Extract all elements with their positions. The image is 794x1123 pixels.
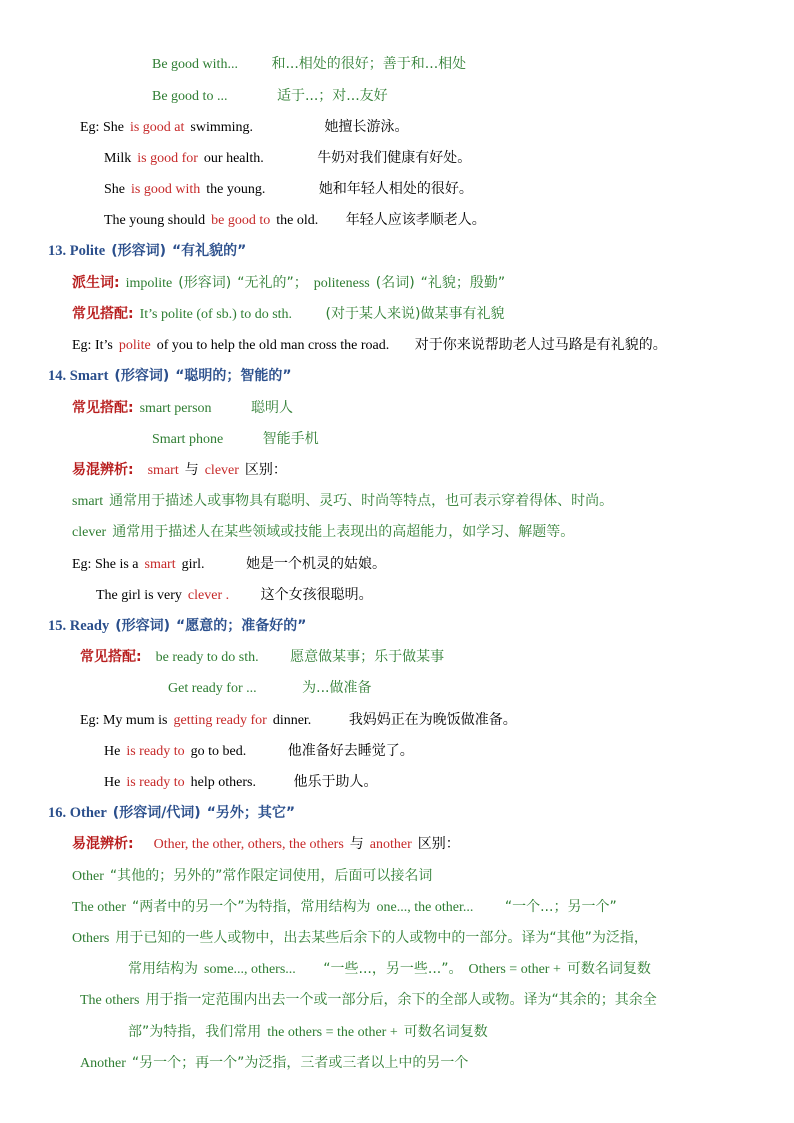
connector: 区别： bbox=[417, 836, 460, 852]
example-line bbox=[80, 711, 523, 730]
explanation-line bbox=[72, 867, 438, 886]
example-text: the young. bbox=[206, 182, 266, 197]
example-line bbox=[104, 742, 420, 761]
heading-meaning: “聪明的；智能的” bbox=[175, 368, 292, 384]
word: Other, the other, others, the others bbox=[153, 837, 344, 852]
section-heading-13 bbox=[48, 242, 252, 260]
translation: 聪明人 bbox=[251, 400, 294, 416]
heading-pos: (形容词) bbox=[115, 618, 171, 634]
phrase: Smart phone bbox=[152, 432, 224, 447]
pos: (名词) bbox=[375, 275, 415, 291]
connector: 与 bbox=[184, 462, 199, 478]
example-text: Eg: She is a bbox=[72, 557, 139, 572]
structure: one..., the other... bbox=[376, 900, 474, 915]
heading-pos: (形容词) bbox=[111, 243, 166, 259]
explanation-line bbox=[128, 1023, 494, 1042]
explanation: 用于已知的一些人或物中，出去某些后余下的人或物中的一部分。译为“其他”为泛指， bbox=[115, 930, 648, 946]
meaning: “一个...；另一个” bbox=[504, 899, 617, 915]
explanation-line bbox=[72, 929, 654, 948]
explanation: 常用结构为 bbox=[128, 961, 198, 977]
translation: 对于你来说帮助老人过马路是有礼貌的。 bbox=[414, 337, 667, 353]
word: Others bbox=[72, 931, 110, 946]
explanation-line bbox=[128, 960, 657, 979]
structure: some..., others... bbox=[204, 962, 296, 977]
example-text: The girl is very bbox=[96, 588, 182, 603]
meaning: “礼貌；殷勤” bbox=[420, 275, 506, 291]
explanation-line bbox=[72, 898, 623, 917]
word: politeness bbox=[313, 276, 370, 291]
connector: 与 bbox=[349, 836, 364, 852]
translation: 他准备好去睡觉了。 bbox=[287, 743, 414, 759]
translation: (对于某人来说)做某事有礼貌 bbox=[325, 306, 505, 322]
heading-word: 14. Smart bbox=[48, 368, 109, 384]
section-heading-16 bbox=[48, 804, 301, 822]
phrase-line bbox=[152, 87, 394, 106]
example-highlight: is ready to bbox=[126, 744, 185, 759]
translation: 她和年轻人相处的很好。 bbox=[318, 181, 473, 197]
example-text: dinner. bbox=[272, 713, 312, 728]
formula-tail: 可数名词复数 bbox=[566, 961, 651, 977]
example-line bbox=[104, 211, 492, 230]
example-text: our health. bbox=[203, 151, 264, 166]
explanation: 用于指一定范围内出去一个或一部分后，余下的全部人或物。译为“其余的；其余全 bbox=[145, 992, 657, 1008]
example-text: Eg: My mum is bbox=[80, 713, 168, 728]
example-text: of you to help the old man cross the road. bbox=[156, 338, 390, 353]
example-line bbox=[104, 180, 479, 199]
example-highlight: polite bbox=[118, 338, 151, 353]
example-text: the old. bbox=[276, 213, 319, 228]
example-highlight: is good with bbox=[131, 182, 201, 197]
translation: 他乐于助人。 bbox=[293, 774, 378, 790]
heading-pos: (形容词/代词) bbox=[112, 805, 201, 821]
word: smart bbox=[147, 463, 179, 478]
label: 易混辨析: bbox=[72, 462, 134, 478]
translation: 和...相处的很好；善于和...相处 bbox=[271, 56, 467, 72]
explanation-line bbox=[80, 991, 663, 1010]
label: 常见搭配: bbox=[72, 306, 134, 322]
heading-word: 13. Polite bbox=[48, 243, 106, 259]
explanation: “两者中的另一个”为特指，常用结构为 bbox=[132, 899, 371, 915]
formula-tail: 可数名词复数 bbox=[403, 1024, 488, 1040]
example-text: girl. bbox=[181, 557, 205, 572]
phrase: It’s polite (of sb.) to do sth. bbox=[139, 307, 293, 322]
word: Other bbox=[72, 869, 104, 884]
example-text: swimming. bbox=[190, 120, 254, 135]
example-text: He bbox=[104, 744, 121, 759]
translation: 这个女孩很聪明。 bbox=[260, 587, 373, 603]
meaning: “一些...，另一些...”。 bbox=[323, 961, 463, 977]
example-line bbox=[96, 586, 379, 605]
section-heading-14 bbox=[48, 367, 298, 385]
example-text: The young should bbox=[104, 213, 206, 228]
explanation: 部”为特指，我们常用 bbox=[128, 1024, 262, 1040]
example-text: Eg: It’s bbox=[72, 338, 113, 353]
phrase: Get ready for ... bbox=[168, 681, 257, 696]
word: The others bbox=[80, 993, 140, 1008]
word: another bbox=[369, 837, 412, 852]
phrase: Be good to ... bbox=[152, 89, 228, 104]
label: 常见搭配: bbox=[80, 649, 142, 665]
heading-meaning: “另外；其它” bbox=[206, 805, 296, 821]
explanation: “另一个；再一个”为泛指，三者或三者以上中的另一个 bbox=[131, 1055, 469, 1071]
explanation-line bbox=[72, 523, 580, 542]
translation: 牛奶对我们健康有好处。 bbox=[317, 150, 472, 166]
phrase: be ready to do sth. bbox=[155, 650, 259, 665]
word: clever bbox=[72, 525, 107, 540]
example-highlight: getting ready for bbox=[173, 713, 267, 728]
example-text: She bbox=[104, 182, 125, 197]
phrase-line bbox=[152, 55, 472, 74]
explanation: 通常用于描述人或事物具有聪明、灵巧、时尚等特点，也可表示穿着得体、时尚。 bbox=[109, 493, 614, 509]
heading-meaning: “有礼貌的” bbox=[171, 243, 247, 259]
example-highlight: smart bbox=[144, 557, 176, 572]
meaning: “无礼的”； bbox=[237, 275, 308, 291]
word: The other bbox=[72, 900, 127, 915]
collocation-line bbox=[152, 430, 325, 449]
example-text: He bbox=[104, 775, 121, 790]
example-highlight: is good for bbox=[137, 151, 198, 166]
derivation-line bbox=[72, 274, 511, 293]
collocation-line bbox=[168, 679, 378, 698]
explanation: “其他的；另外的”常作限定词使用，后面可以接名词 bbox=[109, 868, 433, 884]
heading-meaning: “愿意的；准备好的” bbox=[176, 618, 307, 634]
collocation-line bbox=[80, 648, 450, 667]
translation: 适于...；对...友好 bbox=[276, 88, 388, 104]
explanation: 通常用于描述人在某些领域或技能上表现出的高超能力，如学习、解题等。 bbox=[112, 524, 575, 540]
confusion-line bbox=[72, 461, 293, 480]
explanation-line bbox=[80, 1054, 474, 1073]
translation: 我妈妈正在为晚饭做准备。 bbox=[348, 712, 517, 728]
example-line bbox=[72, 555, 392, 574]
example-highlight: clever . bbox=[187, 588, 230, 603]
label: 易混辨析: bbox=[72, 836, 134, 852]
heading-word: 15. Ready bbox=[48, 618, 110, 634]
example-line bbox=[72, 336, 673, 355]
phrase: Be good with... bbox=[152, 57, 238, 72]
translation: 她是一个机灵的姑娘。 bbox=[246, 556, 387, 572]
connector: 区别： bbox=[244, 462, 287, 478]
example-text: go to bed. bbox=[190, 744, 247, 759]
example-line bbox=[80, 118, 415, 137]
phrase: smart person bbox=[139, 401, 212, 416]
translation: 愿意做某事；乐于做某事 bbox=[290, 649, 445, 665]
collocation-line bbox=[72, 305, 510, 324]
example-line bbox=[104, 149, 477, 168]
heading-pos: (形容词) bbox=[114, 368, 170, 384]
example-text: help others. bbox=[190, 775, 256, 790]
heading-word: 16. Other bbox=[48, 805, 107, 821]
word: Another bbox=[80, 1056, 126, 1071]
translation: 智能手机 bbox=[262, 431, 319, 447]
formula: Others = other + bbox=[468, 962, 561, 977]
label: 常见搭配: bbox=[72, 400, 134, 416]
confusion-line bbox=[72, 835, 466, 854]
example-highlight: be good to bbox=[211, 213, 271, 228]
pos: (形容词) bbox=[178, 275, 232, 291]
explanation-line bbox=[72, 492, 619, 511]
section-heading-15 bbox=[48, 617, 312, 635]
translation: 为...做准备 bbox=[302, 680, 372, 696]
word: impolite bbox=[125, 276, 173, 291]
formula: the others = the other + bbox=[267, 1025, 398, 1040]
word: smart bbox=[72, 494, 104, 509]
example-line bbox=[104, 773, 383, 792]
label: 派生词: bbox=[72, 275, 120, 291]
example-text: Milk bbox=[104, 151, 132, 166]
example-highlight: is good at bbox=[129, 120, 185, 135]
example-text: Eg: She bbox=[80, 120, 124, 135]
word: clever bbox=[204, 463, 239, 478]
translation: 她擅长游泳。 bbox=[324, 119, 409, 135]
translation: 年轻人应该孝顺老人。 bbox=[345, 212, 486, 228]
example-highlight: is ready to bbox=[126, 775, 185, 790]
collocation-line bbox=[72, 399, 299, 418]
